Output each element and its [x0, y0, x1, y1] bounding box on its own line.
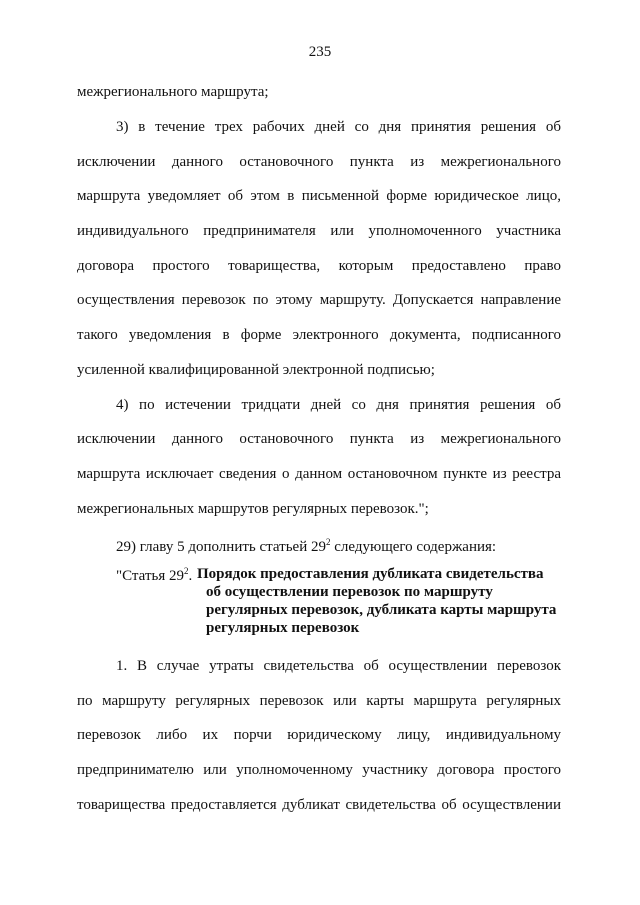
- text-line: усиленной квалифицированной электронной подписью;: [77, 362, 435, 378]
- text-line: осуществления перевозок по этому маршруту. Допускается направление: [77, 292, 561, 308]
- page-number: 235: [308, 44, 332, 60]
- article-title-line: регулярных перевозок: [206, 620, 360, 636]
- text-fragment: 29) главу 5 дополнить статьей 29: [116, 539, 326, 555]
- text-line: 3) в течение трех рабочих дней со дня принятия решения об: [116, 119, 561, 135]
- superscript: 2: [326, 537, 331, 547]
- article-title-line: об осуществлении перевозок по маршруту: [206, 584, 493, 600]
- text-line: маршрута исключает сведения о данном остановочном пункте из реестра: [77, 466, 561, 482]
- text-line: товарищества предоставляется дубликат свидетельства об осуществлении: [77, 797, 561, 813]
- text-line: исключении данного остановочного пункта из межрегионального: [77, 431, 561, 447]
- text-line: исключении данного остановочного пункта из межрегионального: [77, 154, 561, 170]
- text-fragment: следующего содержания:: [330, 539, 497, 555]
- text-line: межрегиональных маршрутов регулярных перевозок.";: [77, 501, 429, 517]
- text-line: 4) по истечении тридцати дней со дня принятия решения об: [116, 397, 561, 413]
- text-line: индивидуального предпринимателя или уполномоченного участника: [77, 223, 561, 239]
- text-line: 1. В случае утраты свидетельства об осуществлении перевозок: [116, 658, 561, 674]
- article-title-line: Порядок предоставления дубликата свидетельства: [197, 566, 544, 582]
- text-line: межрегионального маршрута;: [77, 84, 269, 100]
- article-label: "Статья 29: [116, 568, 184, 584]
- superscript: 2: [183, 566, 189, 576]
- text-line: перевозок либо их порчи юридическому лицу, индивидуальному: [77, 727, 561, 743]
- text-line: договора простого товарищества, которым предоставлено право: [77, 258, 561, 274]
- text-line: [116, 533, 497, 555]
- text-line: по маршруту регулярных перевозок или карты маршрута регулярных: [77, 693, 561, 709]
- text-line: такого уведомления в форме электронного документа, подписанного: [77, 327, 561, 343]
- article-prefix: [116, 562, 192, 585]
- article-title-line: регулярных перевозок, дубликата карты маршрута: [206, 602, 557, 618]
- article-label-end: .: [188, 568, 193, 584]
- text-line: предпринимателю или уполномоченному участнику договора простого: [77, 762, 561, 778]
- text-line: маршрута уведомляет об этом в письменной форме юридическое лицо,: [77, 188, 561, 204]
